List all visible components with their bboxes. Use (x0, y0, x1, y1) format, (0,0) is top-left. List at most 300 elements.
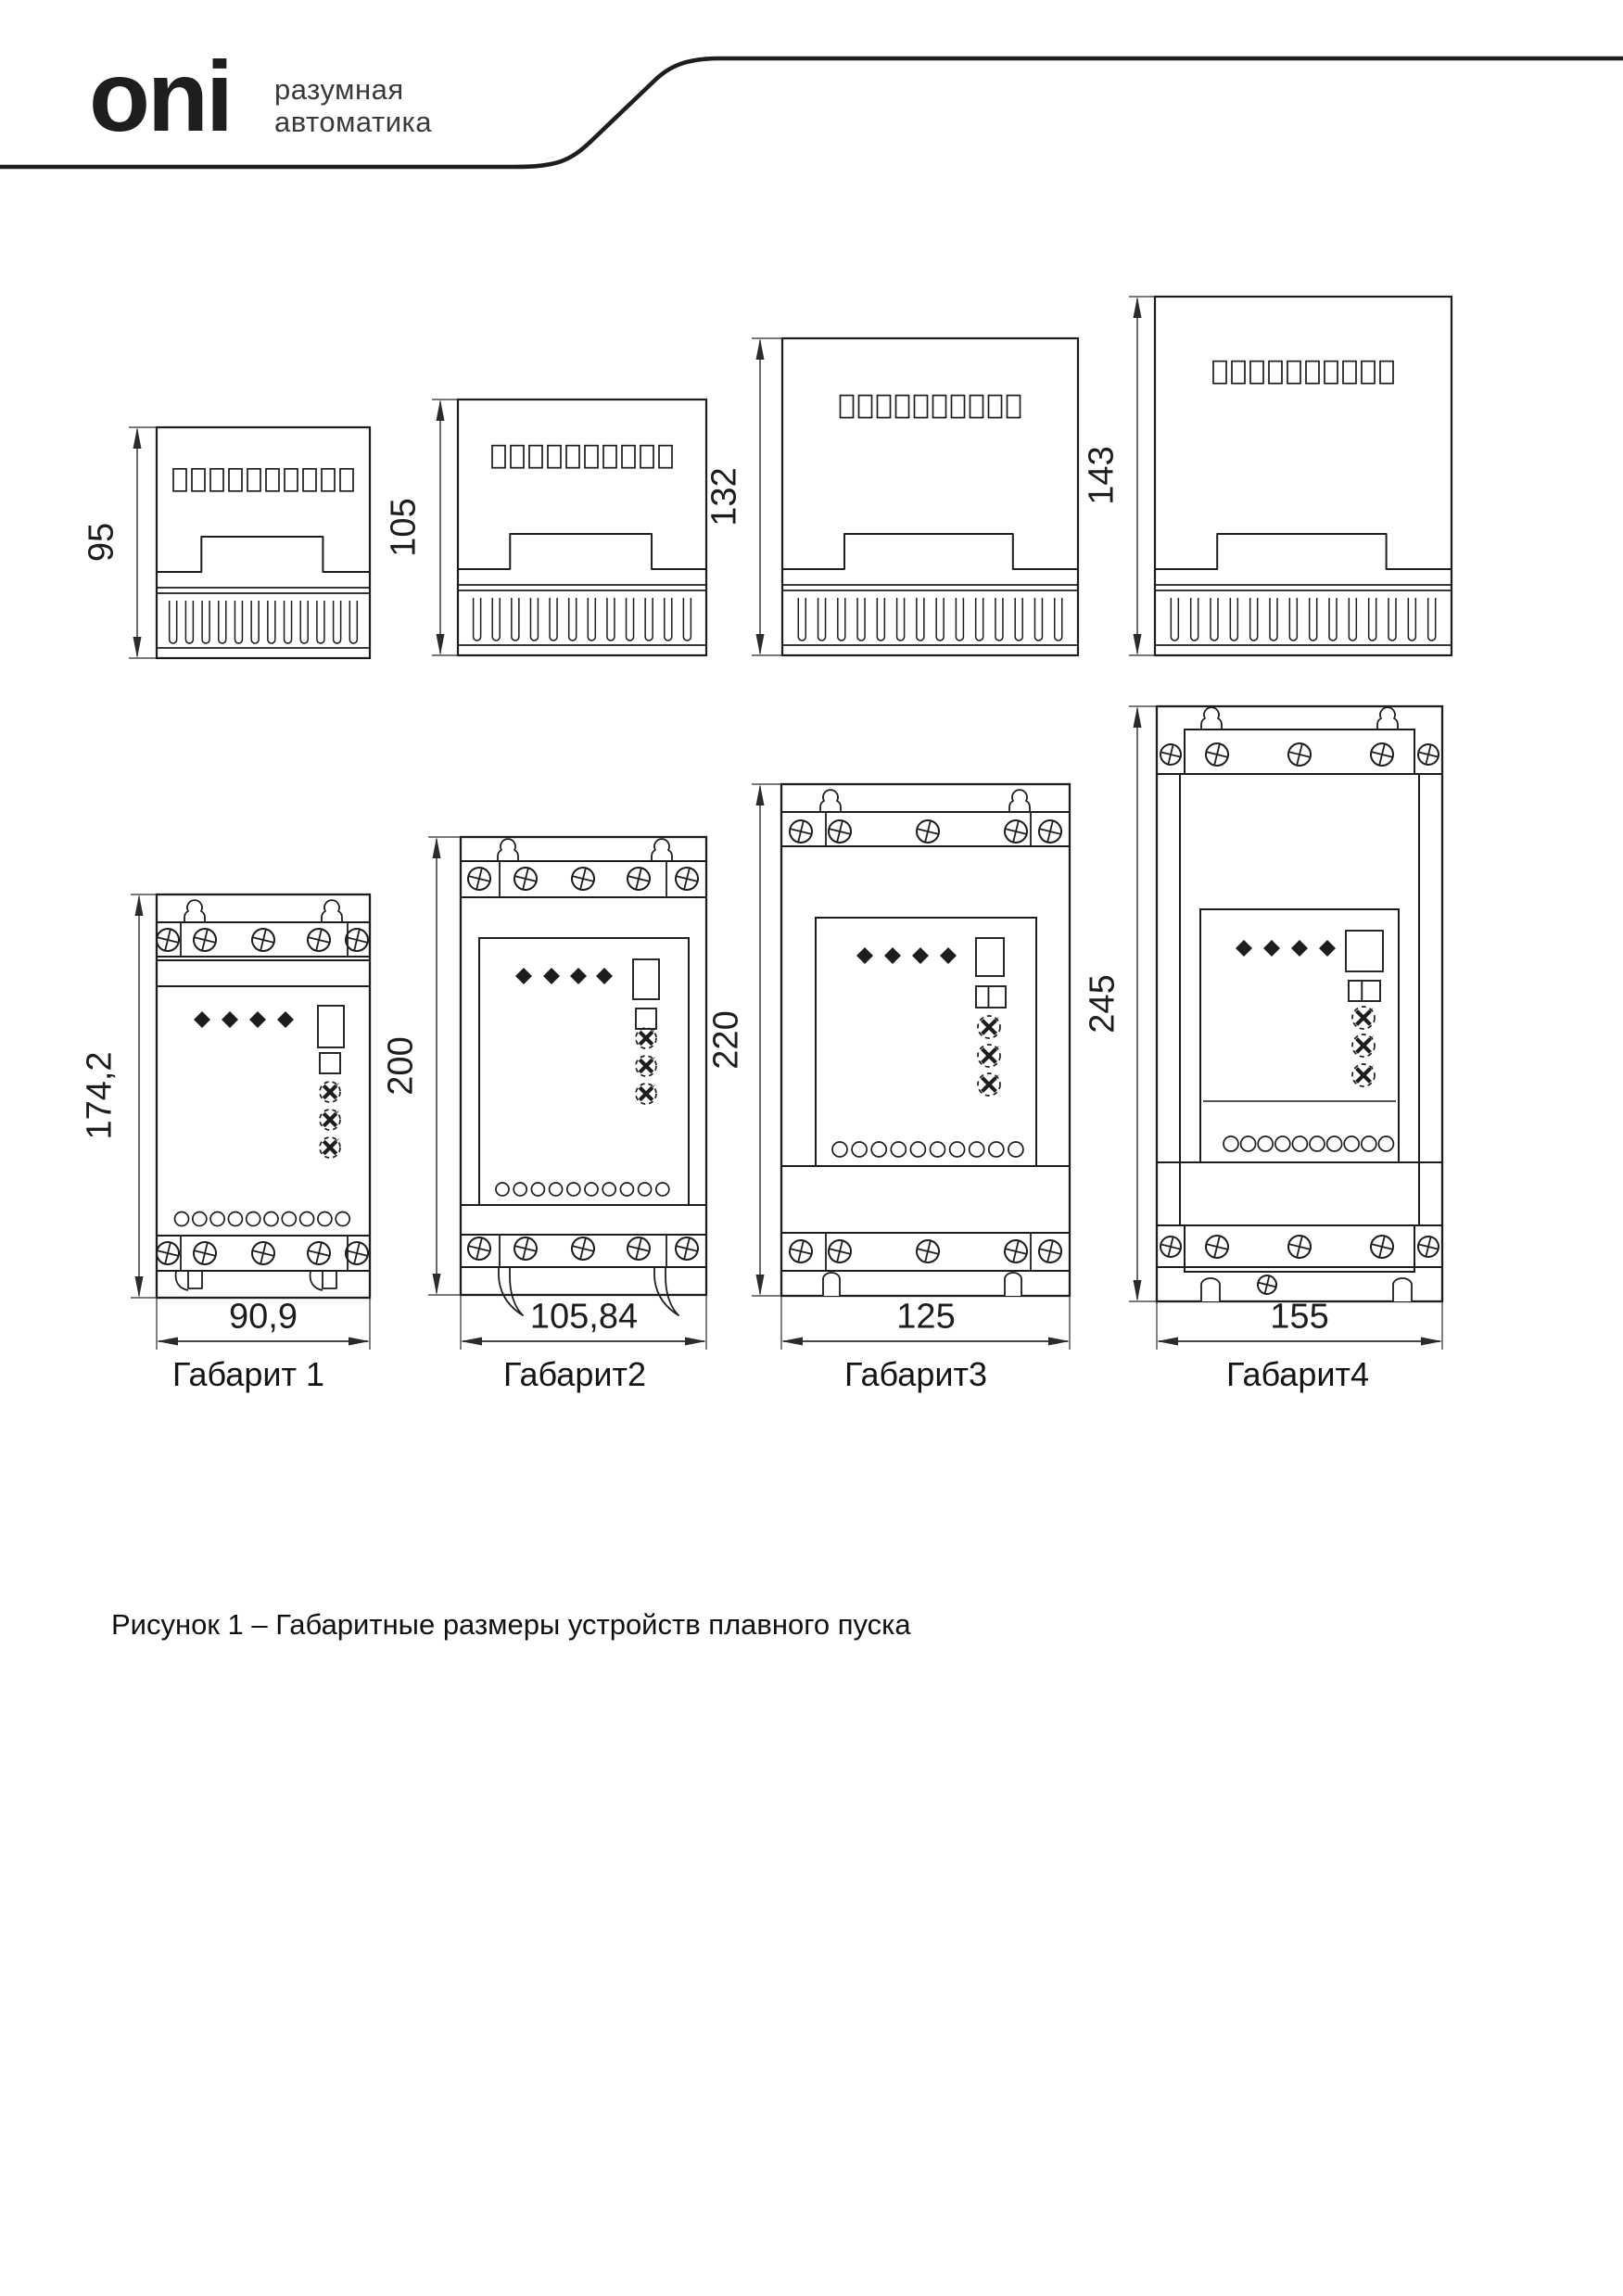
terminal-hole (567, 1183, 580, 1196)
pot-arrow (987, 1074, 999, 1086)
cover-profile (1155, 534, 1452, 569)
diamond-marker (570, 968, 587, 984)
pot-arrow (1362, 1065, 1374, 1077)
dim-arrow (135, 894, 144, 916)
terminal-hole (531, 1183, 544, 1196)
dim-arrow (133, 637, 142, 658)
mounting-notch-icon (1393, 1278, 1412, 1301)
terminal-hole (989, 1142, 1004, 1157)
vent-slot (247, 469, 260, 491)
dim-line-horizontal (461, 1338, 706, 1346)
screw-icon (1002, 818, 1029, 844)
vent-slot (1232, 362, 1245, 384)
fin-slot (1211, 598, 1218, 641)
vent-slot (322, 469, 335, 491)
path (323, 1271, 336, 1288)
potentiometer-icon (320, 1137, 340, 1158)
dim-side-height-3: 132 (704, 467, 744, 526)
terminal-hole (336, 1212, 349, 1226)
vent-slot (896, 396, 909, 418)
terminal-hole (1327, 1136, 1342, 1151)
potentiometer-icon (1352, 1007, 1375, 1029)
fin-slot (492, 598, 500, 641)
vent-grid (841, 396, 1021, 418)
front-view-gabarit-4 (1129, 706, 1442, 1350)
mounting-keyhole-icon (1377, 707, 1398, 729)
pot-arrow (643, 1056, 655, 1068)
screw-icon (569, 865, 596, 892)
screw-icon (249, 926, 276, 953)
fin-slot (251, 601, 259, 643)
side-view-4 (1129, 297, 1452, 655)
fin-slot (349, 601, 357, 643)
vent-slot (1362, 362, 1375, 384)
dim-line-horizontal (1157, 1338, 1442, 1346)
diamond-marker (222, 1011, 238, 1028)
dim-arrow (1134, 1280, 1142, 1301)
fin-slot (300, 601, 308, 643)
screw-icon (1036, 818, 1063, 844)
front-view-gabarit-3 (752, 784, 1070, 1350)
screw-icon (154, 1239, 181, 1266)
fin-slot (1015, 598, 1022, 641)
vent-slot (1008, 396, 1021, 418)
dim-front-width-4: 155 (1270, 1297, 1329, 1337)
path (654, 1267, 678, 1315)
body-outline (781, 784, 1070, 1296)
terminal-hole (871, 1142, 886, 1157)
display-window (318, 1006, 344, 1047)
figure-caption: Рисунок 1 – Габаритные размеры устройств плавного пуска (111, 1608, 911, 1641)
screw-icon (465, 1235, 492, 1262)
body-outline (157, 894, 370, 1298)
indicator-window (1349, 981, 1380, 1001)
dim-arrow (157, 1338, 178, 1346)
tagline-line1: разумная (274, 73, 404, 106)
fin-slot (474, 598, 481, 641)
potentiometer-icon (636, 1028, 656, 1048)
terminal-hole (210, 1212, 224, 1226)
pot-arrow (1362, 1008, 1374, 1020)
vent-slot (511, 446, 524, 468)
vent-slot (933, 396, 946, 418)
terminal-holes (1224, 1136, 1393, 1151)
terminal-hole (931, 1142, 945, 1157)
fin-slot (219, 601, 226, 643)
dim-line-vertical (1134, 706, 1142, 1301)
vent-grid (492, 446, 672, 468)
dim-side-height-4: 143 (1082, 446, 1122, 505)
vent-slot (173, 469, 186, 491)
fin-slot (956, 598, 963, 641)
diamond-marker (940, 947, 957, 964)
dim-front-height-4: 245 (1083, 974, 1122, 1034)
dim-front-height-3: 220 (706, 1010, 746, 1070)
fin-slot (1230, 598, 1237, 641)
vent-slot (566, 446, 579, 468)
fin-slot (1270, 598, 1277, 641)
terminal-hole (1292, 1136, 1307, 1151)
heatsink-fins (1171, 598, 1435, 641)
indicator-window (976, 986, 1006, 1008)
screw-icon (191, 926, 218, 953)
terminal-hole (1008, 1142, 1023, 1157)
mounting-keyhole-icon (820, 790, 841, 812)
terminal-hole (247, 1212, 260, 1226)
screw-icon (154, 926, 181, 953)
dim-arrow (756, 1275, 765, 1296)
fin-slot (665, 598, 672, 641)
diamond-marker (912, 947, 929, 964)
fin-slot (317, 601, 324, 643)
side-view-1 (129, 427, 370, 658)
diamond-marker (884, 947, 901, 964)
vent-slot (492, 446, 505, 468)
vent-grid (1213, 362, 1393, 384)
dim-arrow (133, 427, 142, 449)
screw-icon (512, 1235, 539, 1262)
mounting-notch-icon (823, 1273, 840, 1296)
fin-slot (569, 598, 577, 641)
screw-icon (673, 865, 700, 892)
vent-slot (989, 396, 1002, 418)
fin-slot (1428, 598, 1436, 641)
diamond-marker (1319, 940, 1336, 957)
fin-slot (170, 601, 177, 643)
header-curve (0, 58, 1623, 167)
oni-logo: oni (89, 40, 231, 152)
gabarit-label-4: Габарит4 (1226, 1355, 1369, 1393)
fin-slot (1191, 598, 1198, 641)
dim-line-horizontal (157, 1338, 370, 1346)
terminal-hole (318, 1212, 332, 1226)
dim-arrow (135, 1276, 144, 1298)
terminal-hole (496, 1183, 509, 1196)
screw-icon (1416, 1235, 1441, 1260)
screw-icon (465, 865, 492, 892)
vent-slot (548, 446, 561, 468)
mounting-keyhole-icon (498, 839, 518, 861)
fin-slot (838, 598, 845, 641)
terminal-hole (602, 1183, 615, 1196)
vent-slot (210, 469, 223, 491)
screw-icon (1416, 742, 1441, 767)
dim-front-width-2: 105,84 (529, 1297, 639, 1337)
fin-slot (588, 598, 595, 641)
vent-slot (622, 446, 635, 468)
screw-icon (826, 818, 853, 844)
dim-arrow (1048, 1338, 1070, 1346)
diamond-marker (1236, 940, 1252, 957)
indicator-window (320, 1053, 340, 1073)
terminal-hole (585, 1183, 598, 1196)
body-outline (782, 338, 1078, 655)
pot-arrow (643, 1084, 655, 1096)
control-panel (856, 938, 1006, 1096)
vent-grid (173, 469, 353, 491)
vent-slot (340, 469, 353, 491)
vent-slot (303, 469, 316, 491)
potentiometer-icon (320, 1082, 340, 1102)
terminal-hole (1362, 1136, 1376, 1151)
dim-front-height-2: 200 (381, 1036, 421, 1096)
vent-slot (192, 469, 205, 491)
fin-slot (1055, 598, 1062, 641)
dim-line-vertical (1134, 297, 1142, 655)
vent-slot (285, 469, 298, 491)
fin-slot (1369, 598, 1376, 641)
body-outline (458, 400, 706, 655)
vent-slot (878, 396, 891, 418)
terminal-hole (514, 1183, 526, 1196)
dim-arrow (433, 1274, 441, 1295)
screw-icon (787, 1237, 814, 1264)
vent-slot (1343, 362, 1356, 384)
pot-arrow (327, 1082, 339, 1094)
dim-arrow (756, 634, 765, 655)
body-outline (1155, 297, 1452, 655)
diamond-marker (543, 968, 560, 984)
screw-icon (625, 1235, 652, 1262)
dim-line-vertical (133, 427, 142, 658)
terminal-hole (950, 1142, 965, 1157)
fin-slot (550, 598, 557, 641)
fin-slot (1250, 598, 1258, 641)
fin-slot (897, 598, 905, 641)
mounting-keyhole-icon (184, 900, 205, 922)
terminal-hole (1241, 1136, 1256, 1151)
front-view-gabarit-2 (428, 837, 706, 1350)
fin-slot (1310, 598, 1317, 641)
fin-slot (1289, 598, 1297, 641)
potentiometer-icon (1352, 1064, 1375, 1086)
dim-arrow (756, 338, 765, 360)
fin-slot (235, 601, 242, 643)
vent-slot (603, 446, 616, 468)
potentiometer-icon (978, 1016, 1000, 1038)
fin-slot (877, 598, 884, 641)
terminal-hole (620, 1183, 633, 1196)
diamond-marker (1263, 940, 1280, 957)
display-window (1346, 931, 1383, 971)
fin-slot (1329, 598, 1337, 641)
fin-slot (917, 598, 924, 641)
side-view-3 (752, 338, 1078, 655)
mounting-notch-icon (1005, 1273, 1021, 1296)
screw-icon (787, 818, 814, 844)
vent-slot (640, 446, 653, 468)
gabarit-label-2: Габарит2 (503, 1355, 646, 1393)
screw-icon (1203, 741, 1230, 767)
vent-slot (1325, 362, 1338, 384)
fin-slot (645, 598, 653, 641)
dim-arrow (349, 1338, 370, 1346)
terminal-hole (1224, 1136, 1238, 1151)
vent-slot (529, 446, 542, 468)
fin-slot (857, 598, 865, 641)
heatsink-fins (170, 601, 358, 643)
terminal-hole (550, 1183, 563, 1196)
diamond-marker (856, 947, 873, 964)
dim-arrow (1421, 1338, 1442, 1346)
pot-arrow (1362, 1035, 1374, 1047)
dim-side-height-2: 105 (384, 498, 424, 557)
indicator-window (636, 1008, 656, 1029)
fin-slot (1388, 598, 1396, 641)
dim-front-width-3: 125 (896, 1297, 956, 1337)
vent-slot (1250, 362, 1263, 384)
fin-slot (936, 598, 944, 641)
fin-slot (995, 598, 1003, 641)
fin-slot (185, 601, 193, 643)
terminal-hole (175, 1212, 189, 1226)
front-view-gabarit-1 (131, 894, 371, 1350)
side-view-2 (432, 400, 706, 655)
tagline-line2: автоматика (274, 105, 432, 138)
pot-arrow (327, 1110, 339, 1122)
screw-icon (914, 818, 941, 844)
screw-icon (826, 1237, 853, 1264)
din-clip-icon (654, 1267, 678, 1315)
fin-slot (1034, 598, 1042, 641)
terminal-holes (832, 1142, 1023, 1157)
dim-side-height-1: 95 (82, 522, 121, 563)
fin-slot (268, 601, 275, 643)
screw-icon (1368, 741, 1395, 767)
potentiometer-icon (320, 1110, 340, 1130)
dim-line-vertical (756, 338, 765, 655)
dim-arrow (1134, 297, 1142, 318)
terminal-hole (910, 1142, 925, 1157)
mounting-keyhole-icon (1009, 790, 1030, 812)
diamond-marker (277, 1011, 294, 1028)
body-outline (461, 837, 706, 1295)
potentiometer-icon (1352, 1034, 1375, 1057)
dim-arrow (437, 400, 445, 421)
terminal-hole (264, 1212, 278, 1226)
terminal-hole (1344, 1136, 1359, 1151)
diamond-marker (249, 1011, 266, 1028)
dim-arrow (461, 1338, 482, 1346)
terminal-hole (852, 1142, 867, 1157)
mounting-notch-icon (1201, 1278, 1220, 1301)
screw-icon (1036, 1237, 1063, 1264)
fin-slot (1349, 598, 1356, 641)
vent-slot (1380, 362, 1393, 384)
path (311, 1271, 323, 1290)
terminal-hole (282, 1212, 296, 1226)
vent-slot (859, 396, 872, 418)
screw-icon (1159, 1235, 1184, 1260)
vent-slot (266, 469, 279, 491)
heatsink-fins (798, 598, 1061, 641)
terminal-hole (1310, 1136, 1325, 1151)
dim-arrow (1134, 634, 1142, 655)
screw-icon (1286, 1233, 1312, 1260)
cover-profile (782, 534, 1078, 569)
control-panel (515, 959, 659, 1104)
din-clip-icon (499, 1267, 523, 1315)
terminal-hole (1275, 1136, 1290, 1151)
screw-icon (569, 1235, 596, 1262)
vent-slot (952, 396, 965, 418)
fin-slot (1408, 598, 1415, 641)
control-panel (194, 1006, 344, 1158)
terminal-hole (228, 1212, 242, 1226)
mounting-keyhole-icon (322, 900, 342, 922)
fin-slot (683, 598, 691, 641)
din-clip-icon (311, 1271, 336, 1290)
vent-slot (1213, 362, 1226, 384)
fin-slot (627, 598, 634, 641)
pot-arrow (987, 1017, 999, 1029)
potentiometer-icon (978, 1073, 1000, 1096)
vent-slot (970, 396, 983, 418)
dim-line-vertical (433, 837, 441, 1295)
terminal-hole (639, 1183, 652, 1196)
dim-arrow (1157, 1338, 1178, 1346)
cover-profile (157, 537, 370, 572)
terminal-hole (1258, 1136, 1273, 1151)
vent-slot (659, 446, 672, 468)
terminal-holes (175, 1212, 350, 1226)
gabarit-label-3: Габарит3 (844, 1355, 987, 1393)
terminal-hole (656, 1183, 669, 1196)
diamond-marker (194, 1011, 210, 1028)
dim-arrow (1134, 706, 1142, 728)
dim-line-vertical (135, 894, 144, 1298)
fin-slot (334, 601, 341, 643)
fin-slot (285, 601, 292, 643)
vent-slot (1306, 362, 1319, 384)
screw-icon (625, 865, 652, 892)
path (188, 1271, 202, 1288)
screw-icon (1203, 1233, 1230, 1260)
screw-icon (914, 1237, 941, 1264)
vent-slot (915, 396, 928, 418)
screw-icon (1256, 1274, 1278, 1296)
header-rule (0, 58, 1623, 167)
mounting-keyhole-icon (1201, 707, 1222, 729)
screw-icon (191, 1239, 218, 1266)
terminal-hole (300, 1212, 314, 1226)
screw-icon (305, 926, 332, 953)
display-window (976, 938, 1004, 976)
dim-line-vertical (437, 400, 445, 655)
cover-profile (458, 534, 706, 569)
dim-arrow (685, 1338, 706, 1346)
terminal-hole (891, 1142, 906, 1157)
fin-slot (202, 601, 209, 643)
terminal-hole (1378, 1136, 1393, 1151)
potentiometer-icon (636, 1056, 656, 1076)
vent-slot (1287, 362, 1300, 384)
pot-arrow (987, 1046, 999, 1058)
dim-arrow (756, 784, 765, 806)
path (499, 1267, 523, 1315)
logo-tagline (274, 74, 432, 138)
gabarit-label-1: Габарит 1 (172, 1355, 324, 1393)
pot-arrow (643, 1028, 655, 1040)
fin-slot (530, 598, 538, 641)
fin-slot (976, 598, 983, 641)
diamond-marker (515, 968, 532, 984)
vent-slot (841, 396, 854, 418)
vent-slot (1269, 362, 1282, 384)
terminal-holes (496, 1183, 669, 1196)
fin-slot (512, 598, 519, 641)
dim-arrow (433, 837, 441, 858)
